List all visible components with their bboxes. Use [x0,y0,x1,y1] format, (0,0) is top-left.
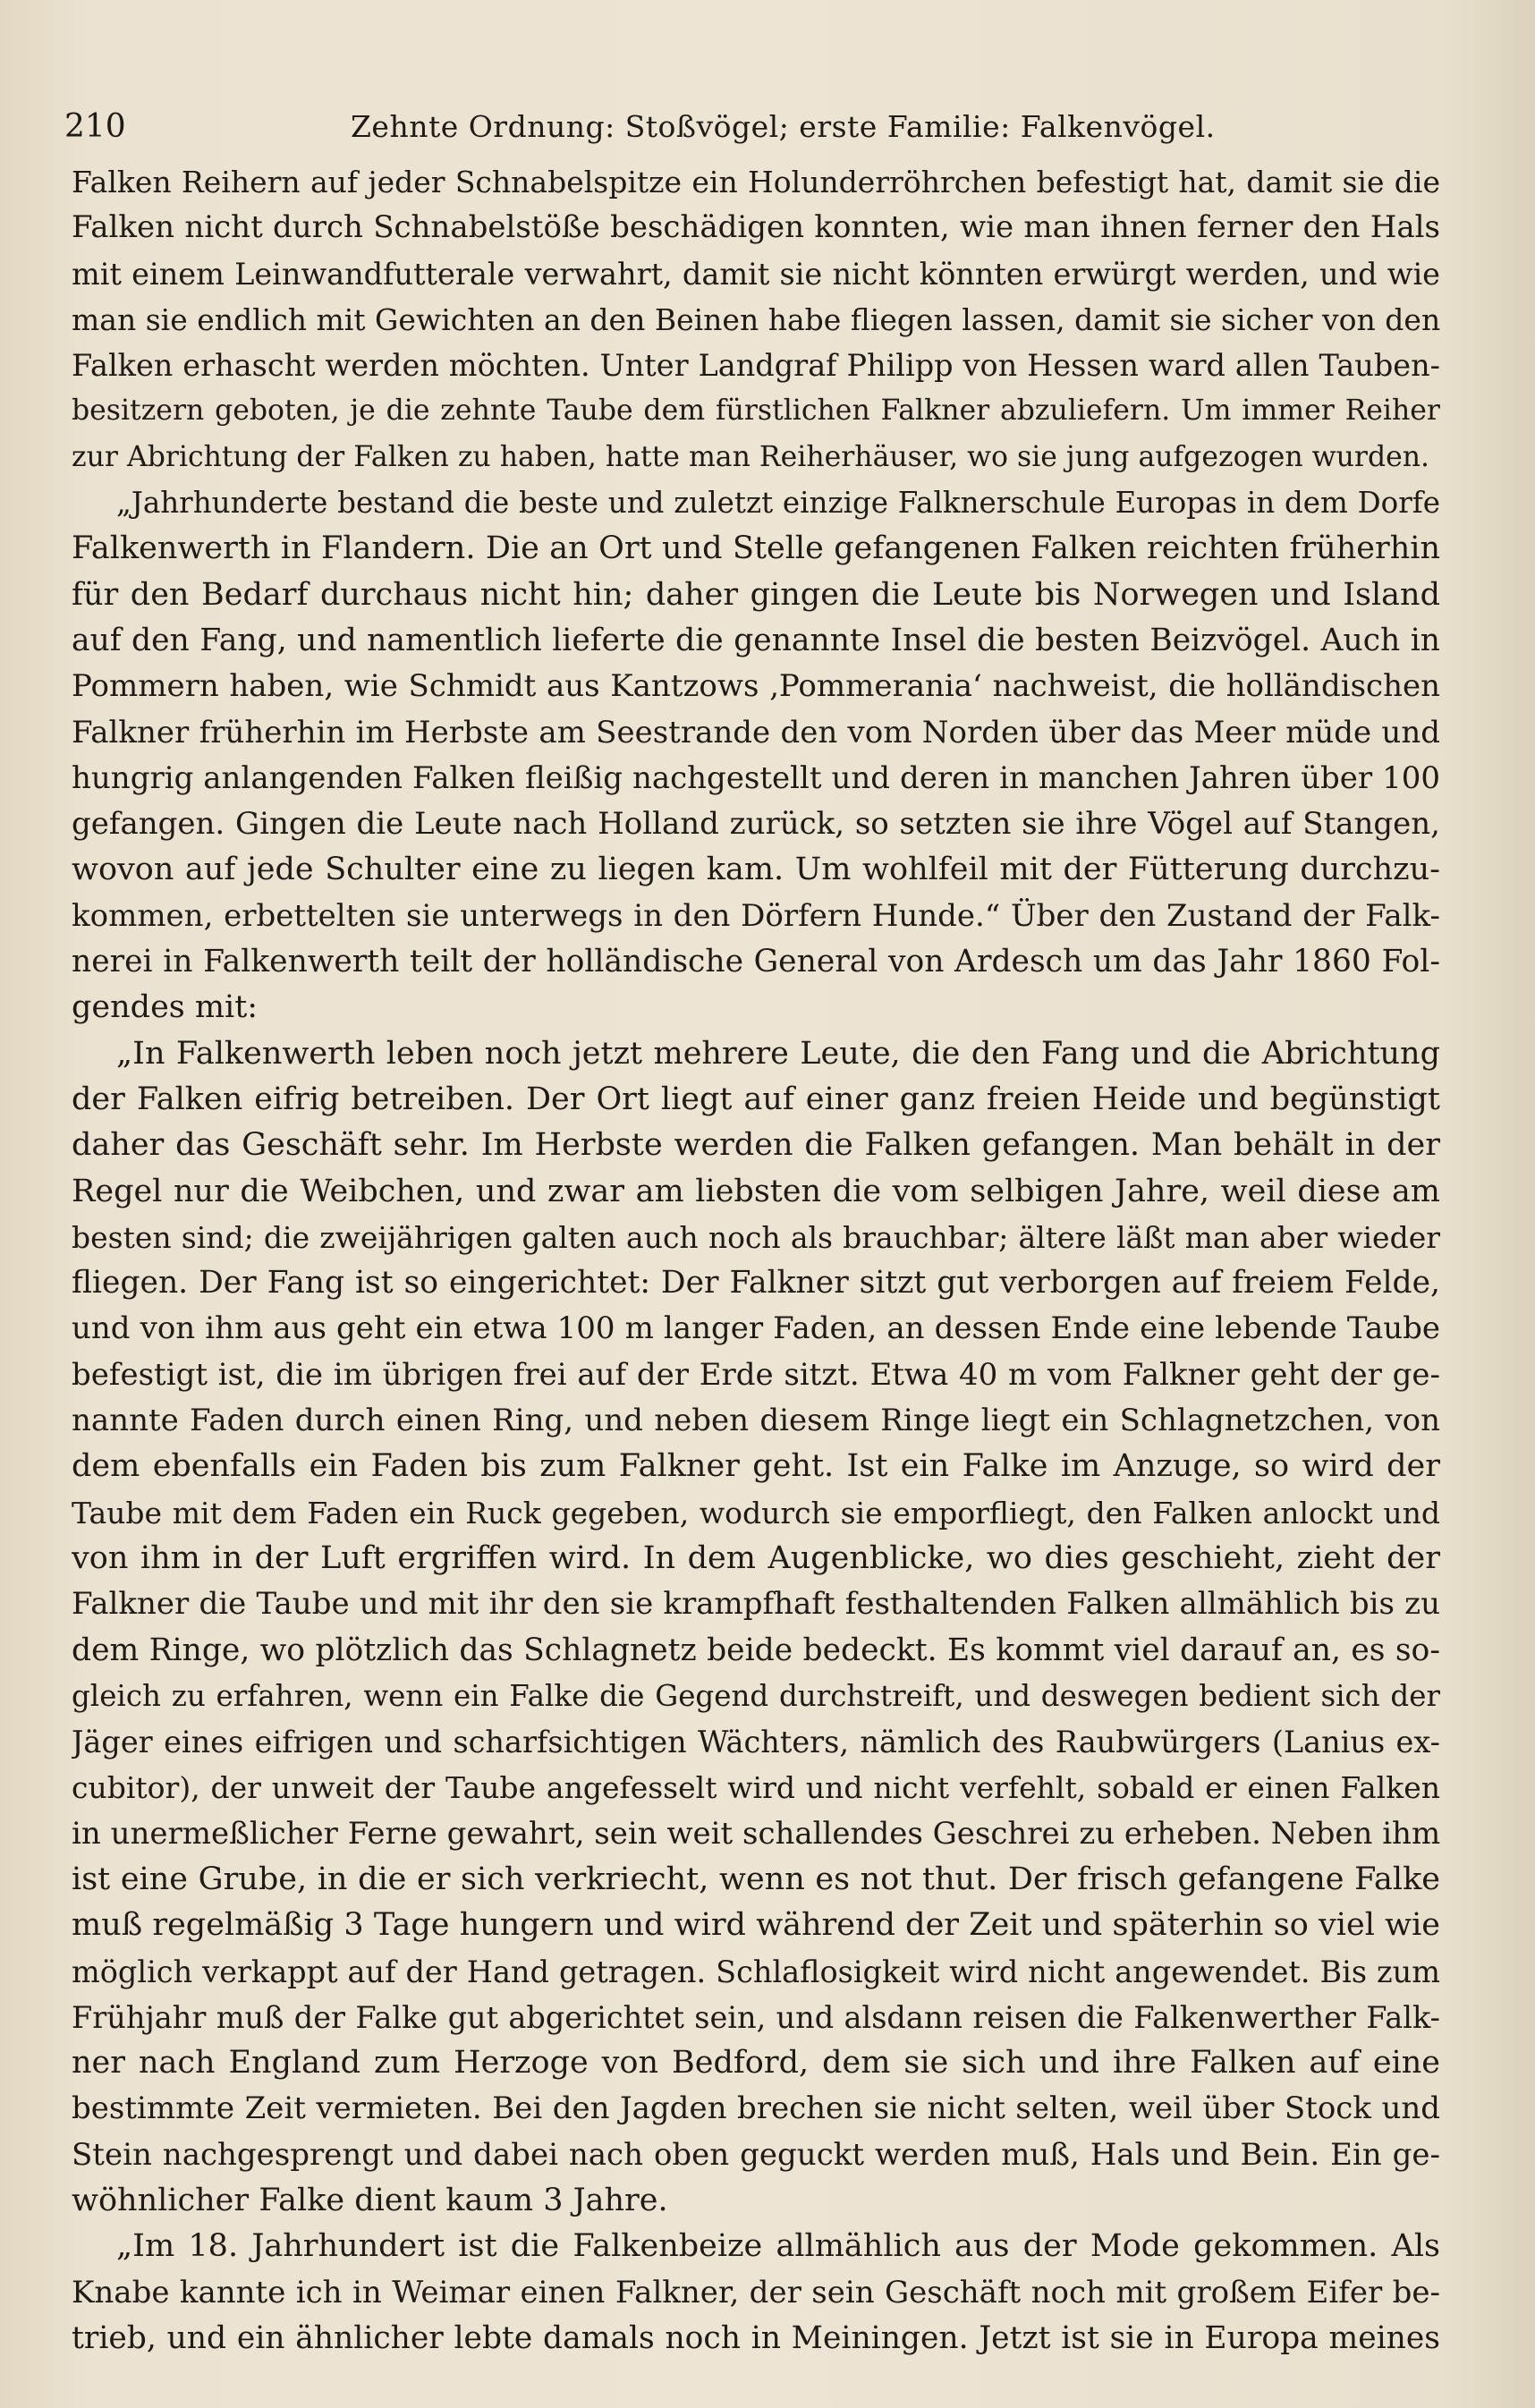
paragraph-start-line: „Jahrhunderte bestand die beste und zuletzt einzige Falknerschule Europas in dem Dorfe [116,486,1440,521]
text-line: Jäger eines eifrigen und scharfsichtigen Wächters, nämlich des Raubwürgers (Lanius ex- [72,1725,1440,1760]
page-header [64,100,1449,154]
text-line: Stein nachgesprengt und dabei nach oben geguckt werden muß, Hals und Bein. Ein ge- [72,2136,1440,2173]
text-line: Regel nur die Weibchen, und zwar am liebsten die vom selbigen Jahre, weil diese am [72,1173,1440,1209]
text-line: cubitor), der unweit der Taube angefesselt wird und nicht verfehlt, sobald er einen Falken [72,1770,1440,1806]
text-line: Falkner die Taube und mit ihr den sie krampfhaft festhaltenden Falken allmählich bis zu [72,1586,1440,1623]
text-line: nannte Faden durch einen Ring, und neben diesem Ringe liegt ein Schlagnetzchen, von [72,1403,1440,1439]
text-line: muß regelmäßig 3 Tage hungern und wird während der Zeit und späterhin so viel wie [72,1907,1440,1944]
running-head: Zehnte Ordnung: Stoßvögel; erste Familie: Falkenvögel. [351,109,1216,144]
text-line: von ihm in der Luft ergriffen wird. In dem Augenblicke, wo dies geschieht, zieht der [72,1539,1440,1576]
text-line: Falken Reihern auf jeder Schnabelspitze ein Holunderröhrchen befestigt hat, damit sie die [72,165,1440,199]
text-line: hungrig anlangenden Falken fleißig nachgestellt und deren in manchen Jahren über 100 [72,759,1440,796]
text-line: Falkner früherhin im Herbste am Seestrande den vom Norden über das Meer müde und [72,714,1440,750]
body-text [72,159,1440,2361]
text-line: möglich verkappt auf der Hand getragen. Schlaflosigkeit wird nicht angewendet. Bis zum [72,1954,1440,1989]
text-line: ist eine Grube, in die er sich verkriecht, wenn es not thut. Der frisch gefangene Falke [72,1861,1440,1897]
text-line: Knabe kannte ich in Weimar einen Falkner, der sein Geschäft noch mit großem Eifer be- [72,2274,1440,2310]
text-line: fliegen. Der Fang ist so eingerichtet: Der Falkner sitzt gut verborgen auf freiem Felde, [72,1265,1440,1302]
text-line: besitzern geboten, je die zehnte Taube dem fürstlichen Falkner abzuliefern. Um immer Reiher [72,394,1440,428]
paragraph-start-line: „In Falkenwerth leben noch jetzt mehrere Leute, die den Fang und die Abrichtung [116,1035,1440,1072]
text-line: in unermeßlicher Ferne gewahrt, sein weit schallendes Geschrei zu erheben. Neben ihm [72,1815,1440,1852]
text-line: Frühjahr muß der Falke gut abgerichtet sein, und alsdann reisen die Falkenwerther Falk- [72,1999,1440,2035]
text-line: Falkenwerth in Flandern. Die an Ort und Stelle gefangenen Falken reichten früherhin [72,530,1440,567]
text-line: wöhnlicher Falke dient kaum 3 Jahre. [72,2183,668,2219]
text-line: auf den Fang, und namentlich lieferte die genannte Insel die besten Beizvögel. Auch in [72,622,1440,658]
text-line: dem ebenfalls ein Faden bis zum Falkner geht. Ist ein Falke im Anzuge, so wird der [72,1448,1440,1485]
text-line: Falken nicht durch Schnabelstöße beschädigen konnten, wie man ihnen ferner den Hals [72,209,1440,246]
text-line: trieb, und ein ähnlicher lebte damals noch in Meiningen. Jetzt ist sie in Europa meines [72,2319,1440,2356]
text-line: mit einem Leinwandfutterale verwahrt, damit sie nicht könnten erwürgt werden, und wie [72,256,1440,292]
text-line: gleich zu erfahren, wenn ein Falke die Gegend durchstreift, und deswegen bedient sich der [72,1678,1440,1713]
page-number: 210 [64,108,126,145]
text-line: man sie endlich mit Gewichten an den Beinen habe fliegen lassen, damit sie sicher von den [72,301,1440,337]
text-line: kommen, erbettelten sie unterwegs in den Dörfern Hunde.“ Über den Zustand der Falk- [72,897,1440,934]
text-line: nerei in Falkenwerth teilt der holländische General von Ardesch um das Jahr 1860 Fol- [72,944,1440,980]
text-line: gefangen. Gingen die Leute nach Holland zurück, so setzten sie ihre Vögel auf Stangen, [72,806,1440,843]
text-line: bestimmte Zeit vermieten. Bei den Jagden brechen sie nicht selten, weil über Stock und [72,2090,1440,2127]
text-line: zur Abrichtung der Falken zu haben, hatte man Reiherhäuser, wo sie jung aufgezogen wurden. [72,440,1430,473]
text-line: gendes mit: [72,989,259,1026]
text-line: wovon auf jede Schulter eine zu liegen kam. Um wohlfeil mit der Fütterung durchzu- [72,852,1440,888]
text-line: Pommern haben, wie Schmidt aus Kantzows ‚Pommerania‘ nachweist, die holländischen [72,668,1440,705]
text-line: befestigt ist, die im übrigen frei auf der Erde sitzt. Etwa 40 m vom Falkner geht der ge- [72,1356,1440,1393]
text-line: Falken erhascht werden möchten. Unter Landgraf Philipp von Hessen ward allen Tauben- [72,348,1440,384]
text-line: ner nach England zum Herzoge von Bedford, dem sie sich und ihre Falken auf eine [72,2045,1440,2082]
paragraph-start-line: „Im 18. Jahrhundert ist die Falkenbeize allmählich aus der Mode gekommen. Als [116,2228,1440,2265]
text-line: und von ihm aus geht ein etwa 100 m langer Faden, an dessen Ende eine lebende Taube [72,1310,1440,1347]
text-line: Taube mit dem Faden ein Ruck gegeben, wodurch sie emporfliegt, den Falken anlockt und [72,1495,1440,1530]
text-line: für den Bedarf durchaus nicht hin; daher gingen die Leute bis Norwegen und Island [72,576,1440,613]
text-line: der Falken eifrig betreiben. Der Ort liegt auf einer ganz freien Heide und begünstigt [72,1081,1440,1117]
text-line: daher das Geschäft sehr. Im Herbste werden die Falken gefangen. Man behält in der [72,1127,1440,1164]
text-line: besten sind; die zweijährigen galten auch noch als brauchbar; ältere läßt man aber wieder [72,1219,1440,1255]
text-line: dem Ringe, wo plötzlich das Schlagnetz beide bedeckt. Es kommt viel darauf an, es so- [72,1632,1440,1668]
